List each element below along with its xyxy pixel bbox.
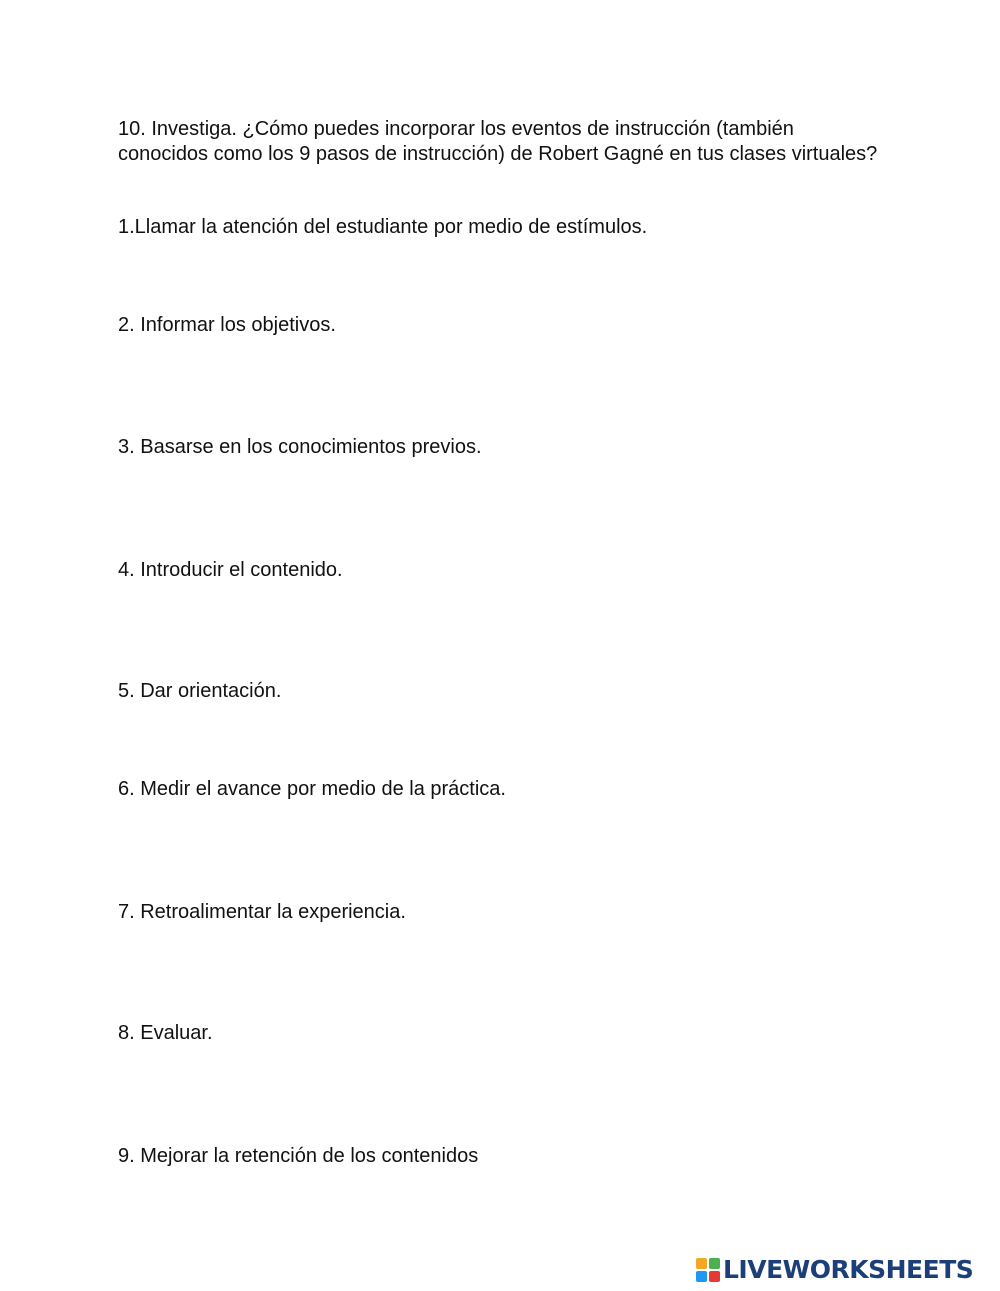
step-6: 6. Medir el avance por medio de la práctica. [118,778,506,800]
step-3: 3. Basarse en los conocimientos previos. [118,436,482,458]
question-text: 10. Investiga. ¿Cómo puedes incorporar los eventos de instrucción (también conocidos como los 9 pasos de instrucción) de Robert Gagné en tus clases virtuales? [118,118,878,165]
liveworksheets-logo [696,1256,973,1284]
step-8: 8. Evaluar. [118,1022,213,1044]
step-2: 2. Informar los objetivos. [118,314,336,336]
step-7: 7. Retroalimentar la experiencia. [118,901,406,923]
brand-name: LIVEWORKSHEETS [723,1255,974,1284]
step-5: 5. Dar orientación. [118,680,282,702]
step-4: 4. Introducir el contenido. [118,559,343,581]
liveworksheets-logo-icon [696,1258,720,1282]
step-1: 1.Llamar la atención del estudiante por medio de estímulos. [118,216,648,238]
step-9: 9. Mejorar la retención de los contenidos [118,1145,479,1167]
